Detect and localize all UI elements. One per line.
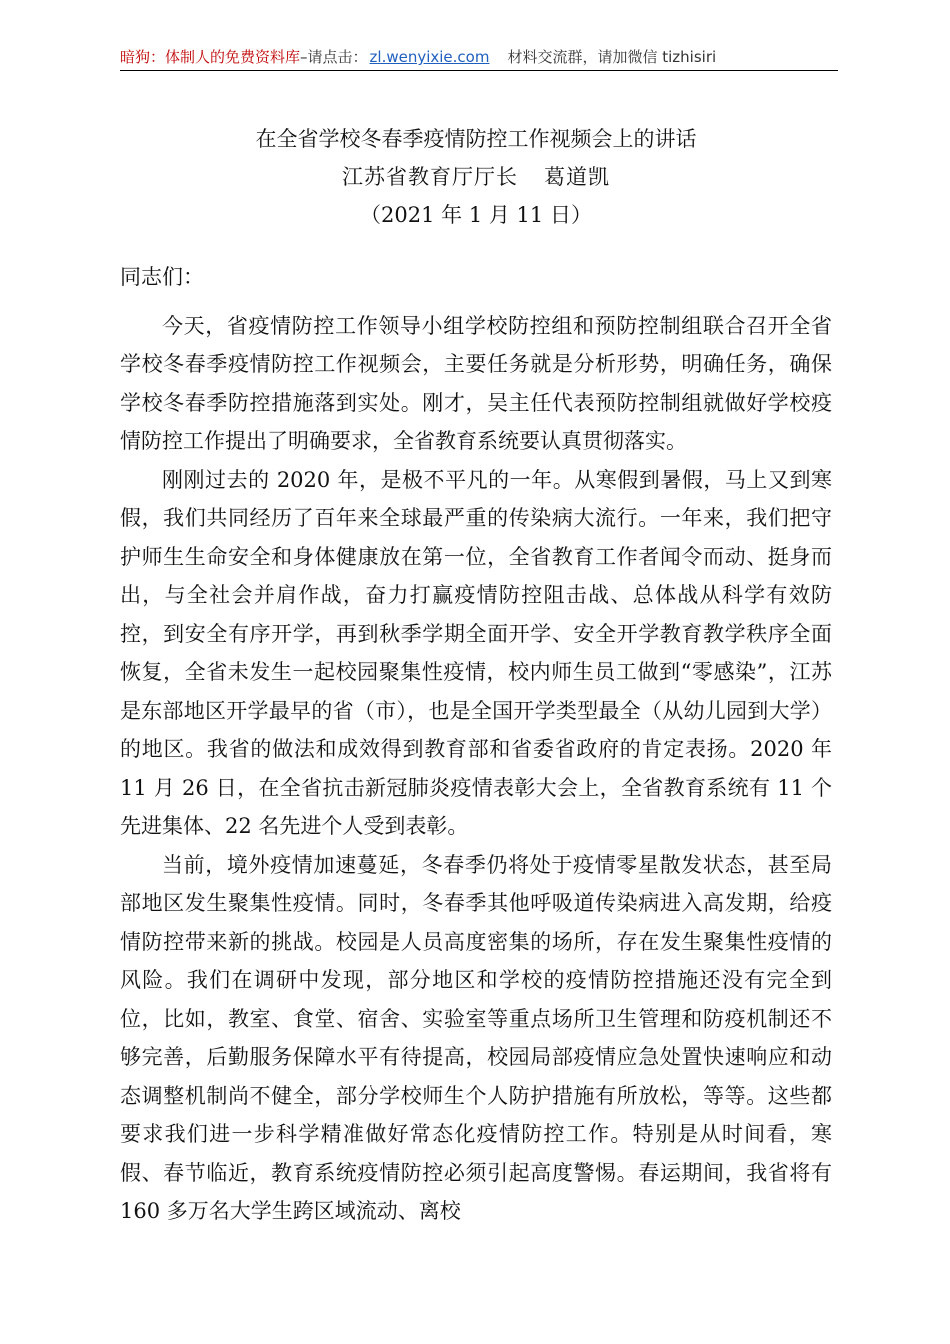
author-name: 葛道凯 [544,165,610,189]
author-line [120,158,832,196]
header-wechat-note: 材料交流群，请加微信 tizhisiri [507,48,717,66]
document-title: 在全省学校冬春季疫情防控工作视频会上的讲话 [255,127,697,151]
header-website-link[interactable]: zl.wenyixie.com [369,48,490,66]
author-organization: 江苏省教育厅厅长 [342,165,518,189]
salutation: 同志们： [120,265,204,289]
paragraph-3: 当前，境外疫情加速蔓延，冬春季仍将处于疫情零星散发状态，甚至局部地区发生聚集性疫情。同时，冬春季其他呼吸道传染病进入高发期，给疫情防控带来新的挑战。校园是人员高度密集的场所，存在发生聚集性疫情的风险。我们在调研中发现，部分地区和学校的疫情防控措施还没有完全到位，比如，教室、食堂、宿舍、实验室等重点场所卫生管理和防疫机制还不够完善，后勤服务保障水平有待提高，校园局部疫情应急处置快速响应和动态调整机制尚不健全，部分学校师生个人防护措施有所放松，等等。这些都要求我们进一步科学精准做好常态化疫情防控工作。特别是从时间看，寒假、春节临近，教育系统疫情防控必须引起高度警惕。春运期间，我省将有 160 多万名大学生跨区域流动、离校 [120,852,832,1223]
header-prompt: –请点击： [300,48,368,66]
header-brand-link[interactable]: 暗狗：体制人的免费资料库 [120,48,301,66]
paragraph-1: 今天，省疫情防控工作领导小组学校防控组和预防控制组联合召开全省学校冬春季疫情防控工作视频会，主要任务就是分析形势，明确任务，确保学校冬春季防控措施落到实处。刚才，吴主任代表预防控制组就做好学校疫情防控工作提出了明确要求，全省教育系统要认真贯彻落实。 [120,313,832,453]
paragraph-2: 刚刚过去的 2020 年，是极不平凡的一年。从寒假到暑假，马上又到寒假，我们共同经历了百年来全球最严重的传染病大流行。一年来，我们把守护师生生命安全和身体健康放在第一位，全省教育工作者闻令而动、挺身而出，与全社会并肩作战，奋力打赢疫情防控阻击战、总体战从科学有效防控，到安全有序开学，再到秋季学期全面开学、安全开学教育教学秩序全面恢复，全省未发生一起校园聚集性疫情，校内师生员工做到“零感染”，江苏是东部地区开学最早的省（市），也是全国开学类型最全（从幼儿园到大学）的地区。我省的做法和成效得到教育部和省委省政府的肯定表扬。2020 年 11 月 26 日，在全省抗击新冠肺炎疫情表彰大会上，全省教育系统有 11 个先进集体、22 名先进个人受到表彰。 [120,467,832,838]
header-divider [120,70,838,71]
page-header [120,46,838,70]
title-block [120,120,832,234]
document-body [120,258,832,1231]
speech-date: （2021 年 1 月 11 日） [360,203,592,227]
